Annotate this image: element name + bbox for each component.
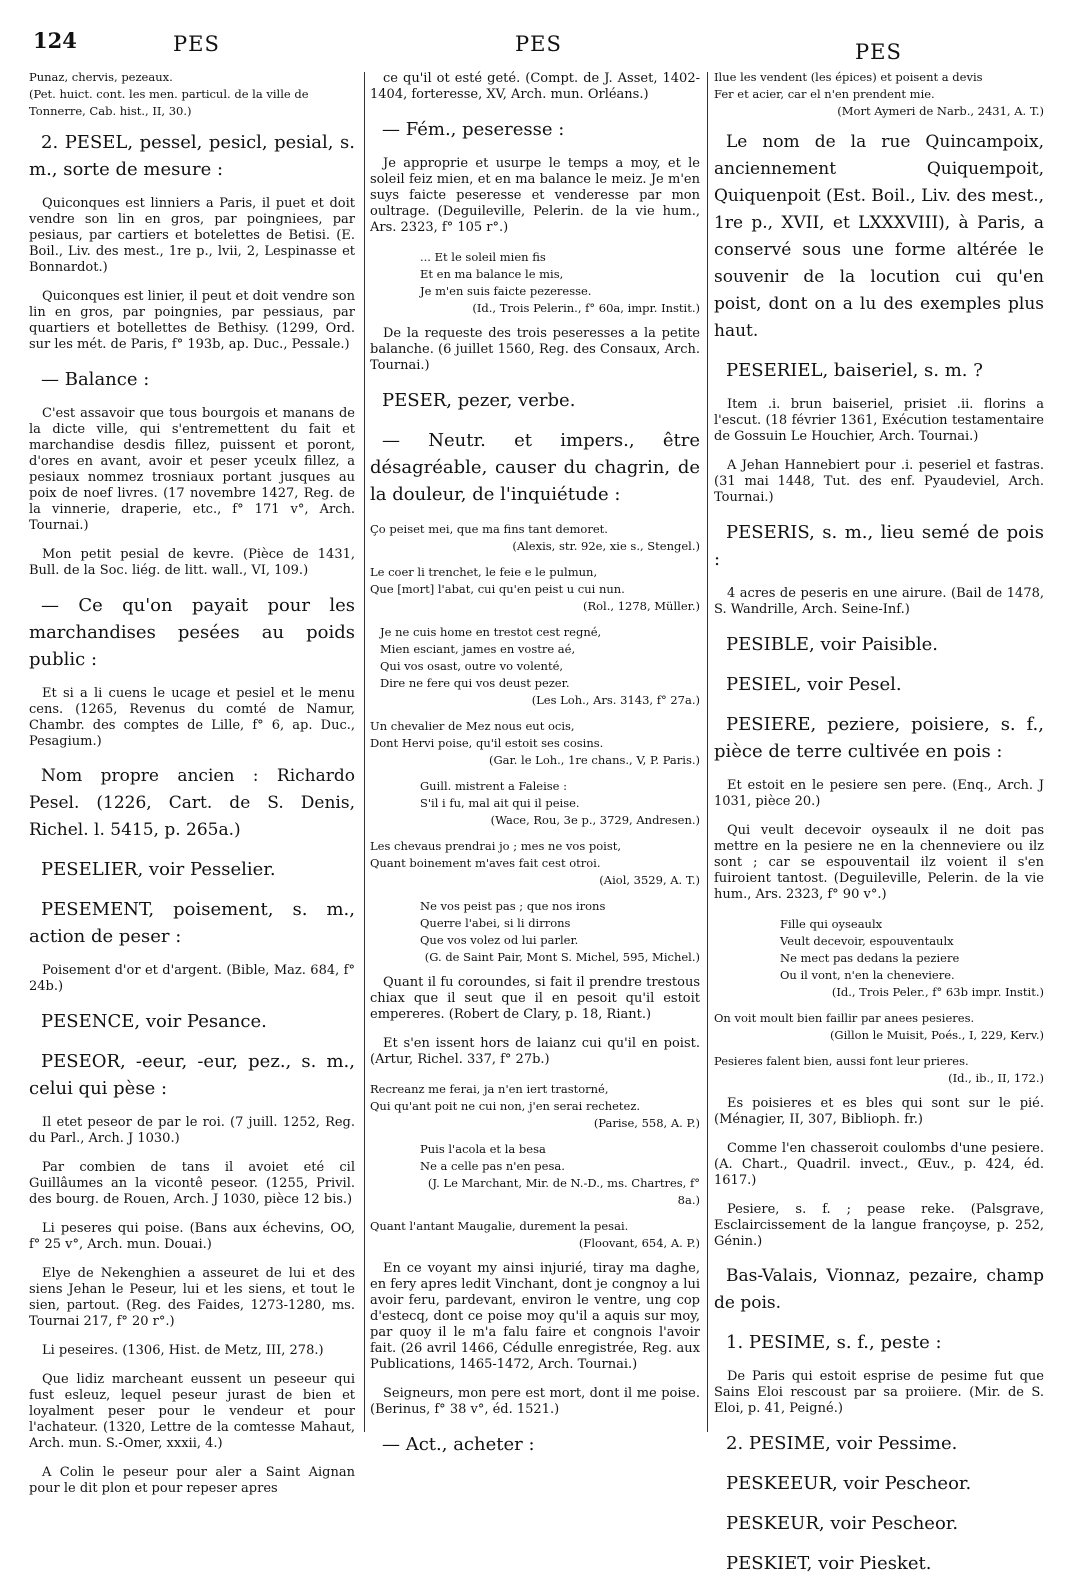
- verse-line: Mien esciant, james en vostre aé,: [380, 642, 576, 656]
- citation-paragraph: Es poisieres et es bles qui sont sur le pié. (Ménagier, II, 307, Biblioph. fr.): [714, 1096, 1044, 1127]
- verse-line: On voit moult bien faillir par anees pesieres.: [714, 1011, 975, 1025]
- verse-citation: [370, 718, 700, 769]
- running-head-center: PES: [515, 32, 562, 56]
- citation-paragraph: De Paris qui estoit esprise de pesime fut que Sains Eloi rescoust par sa proiiere. (Mir. de S. Eloi, p. 41, Peigné.): [714, 1369, 1044, 1416]
- running-head-right: PES: [855, 40, 902, 64]
- verse-line: Je ne cuis home en trestot cest regné,: [380, 625, 602, 639]
- verse-citation: [714, 1053, 1044, 1087]
- citation-source: (Rol., 1278, Müller.): [582, 599, 700, 613]
- citation-source: (Floovant, 654, A. P.): [578, 1236, 700, 1250]
- citation-source: (Aiol, 3529, A. T.): [599, 873, 700, 887]
- citation-paragraph: Seigneurs, mon pere est mort, dont il me poise. (Berinus, f° 38 v°, éd. 1521.): [370, 1386, 700, 1417]
- verse-line: Puis l'acola et la besa: [420, 1142, 546, 1156]
- citation-paragraph: Que lidiz marcheant eussent un peseeur qui fust esleuz, lequel peseur jurast de bien et loyalment peser pour le vendeur et pour l'achateur. (1320, Lettre de la comtesse Mahaut, Arch. mun. S.-Omer, xxxii, 4.): [29, 1372, 355, 1451]
- entry-note: Bas-Valais, Vionnaz, pezaire, champ de pois.: [714, 1266, 1044, 1313]
- verse-line: Les chevaus prendrai jo ; mes ne vos poist,: [370, 839, 622, 853]
- verse-line: Un chevalier de Mez nous eut ocis,: [370, 719, 575, 733]
- page-number: 124: [33, 28, 77, 53]
- verse-line: Recreanz me ferai, ja n'en iert trastorné,: [370, 1082, 609, 1096]
- verse-line: Pesieres falent bien, aussi font leur prieres.: [714, 1054, 969, 1068]
- verse-line: Punaz, chervis, pezeaux.: [29, 70, 173, 84]
- verse-line: Guill. mistrent a Faleise :: [420, 779, 567, 793]
- citation-source: (Id., Trois Pelerin., f° 60a, impr. Instit.): [472, 301, 700, 315]
- entry-heading: PESIERE, peziere, poisiere, s. f., pièce de terre cultivée en pois :: [714, 714, 1044, 762]
- citation-paragraph: Il etet peseor de par le roi. (7 juill. 1252, Reg. du Parl., Arch. J 1030.): [29, 1115, 355, 1146]
- citation-paragraph: A Colin le peseur pour aler a Saint Aignan pour le dit plon et pour repeser apres: [29, 1465, 355, 1496]
- citation-paragraph: Et s'en issent hors de laianz cui qu'il en poist. (Artur, Richel. 337, f° 27b.): [370, 1036, 700, 1067]
- verse-line: Quant l'antant Maugalie, durement la pesai.: [370, 1219, 629, 1233]
- entry-heading: 2. PESIME, voir Pessime.: [726, 1433, 958, 1454]
- entry-heading: PESELIER, voir Pesselier.: [41, 859, 276, 880]
- verse-line: Fer et acier, car el n'en prendent mie.: [714, 87, 935, 101]
- citation-paragraph: Quant il fu coroundes, si fait il prendre trestous chiax que il seut que il en pesoit qu'il estoit empereres. (Robert de Clary, p. 18, Riant.): [370, 975, 700, 1022]
- verse-citation: [370, 249, 700, 317]
- entry-heading: PESKIET, voir Piesket.: [726, 1553, 932, 1574]
- citation-paragraph: Comme l'en chasseroit coulombs d'une pesiere. (A. Chart., Quadril. invect., Œuv., p. 424, éd. 1617.): [714, 1141, 1044, 1188]
- citation-paragraph: Mon petit pesial de kevre. (Pièce de 1431, Bull. de la Soc. liég. de litt. wall., VI, 109.): [29, 547, 355, 578]
- citation-paragraph: ce qu'il ot esté geté. (Compt. de J. Asset, 1402-1404, forteresse, XV, Arch. mun. Orléans.): [370, 71, 700, 102]
- citation-source: (Gillon le Muisit, Poés., I, 229, Kerv.): [829, 1028, 1044, 1042]
- entry-heading: PESERIS, s. m., lieu semé de pois :: [714, 522, 1044, 570]
- citation-source: (Gar. le Loh., 1re chans., V, P. Paris.): [488, 753, 700, 767]
- citation-paragraph: 4 acres de peseris en une airure. (Bail de 1478, S. Wandrille, Arch. Seine-Inf.): [714, 586, 1044, 617]
- verse-line: Veult decevoir, espouventaulx: [780, 934, 954, 948]
- citation-paragraph: En ce voyant my ainsi injurié, tiray ma daghe, en fery apres ledit Vinchant, dont je congnoy a lui avoir feru, pardevant, environ le ventre, ung cop d'estecq, dont ce poise moy qu'il a aquis sur moy, par quoy il le m'a falu faire et congnois l'avoir fait. (26 avril 1466, Cédulle enregistrée, Reg. aux Publications, 1465-1472, Arch. Tournai.): [370, 1261, 700, 1372]
- verse-line: ... Et le soleil mien fis: [420, 250, 546, 264]
- verse-line: Ne mect pas dedans la peziere: [780, 951, 960, 965]
- verse-line: Fille qui oyseaulx: [780, 917, 883, 931]
- citation-paragraph: Pesiere, s. f. ; pease reke. (Palsgrave, Esclaircissement de la langue françoyse, p. 252, Génin.): [714, 1202, 1044, 1249]
- entry-heading: — Neutr. et impers., être désagréable, causer du chagrin, de la douleur, de l'inquiétude :: [370, 430, 700, 505]
- verse-line: Qui vos osast, outre vo volenté,: [380, 659, 564, 673]
- verse-citation: [714, 916, 1044, 1001]
- citation-paragraph: Je approprie et usurpe le temps a moy, et le soleil feiz mien, et en ma balance le meiz. Je m'en suys faicte peseresse et venderesse par mon oultrage. (Deguileville, Pelerin. de la vie hum., Ars. 2323, f° 105 r°.): [370, 156, 700, 235]
- column-rule-right: [707, 72, 708, 1432]
- running-head-left: PES: [173, 32, 220, 56]
- citation-paragraph: Poisement d'or et d'argent. (Bible, Maz. 684, f° 24b.): [29, 963, 355, 994]
- verse-line: Le coer li trenchet, le feie e le pulmun,: [370, 565, 598, 579]
- citation-paragraph: Par combien de tans il avoiet eté cil Guillâumes an la vicontê peseor. (1255, Privil. des bourg. de Rouen, Arch. J 1030, pièce 12 bis.): [29, 1160, 355, 1207]
- entry-heading: — Act., acheter :: [382, 1434, 535, 1455]
- verse-citation: [714, 69, 1044, 120]
- entry-heading: PESEMENT, poisement, s. m., action de peser :: [29, 899, 355, 947]
- column-2: [370, 68, 700, 1455]
- entry-heading: PESERIEL, baiseriel, s. m. ?: [726, 360, 983, 381]
- entry-heading: PESKEEUR, voir Pescheor.: [726, 1473, 972, 1494]
- entry-heading: — Fém., peseresse :: [382, 119, 565, 140]
- column-1: [29, 68, 355, 1496]
- verse-line: Que [mort] l'abat, cui qu'en peist u cui nun.: [370, 582, 625, 596]
- verse-citation: [370, 1081, 700, 1132]
- citation-paragraph: Item .i. brun baiseriel, prisiet .ii. florins a l'escut. (18 février 1361, Exécution testamentaire de Gossuin Le Houchier, Arch. Tournai.): [714, 397, 1044, 444]
- citation-paragraph: De la requeste des trois peseresses a la petite balanche. (6 juillet 1560, Reg. des Consaux, Arch. Tournai.): [370, 326, 700, 373]
- citation-source: (Parise, 558, A. P.): [593, 1116, 700, 1130]
- citation-paragraph: Li peseres qui poise. (Bans aux échevins, OO, f° 25 v°, Arch. mun. Douai.): [29, 1221, 355, 1252]
- entry-heading: PESER, pezer, verbe.: [382, 390, 576, 411]
- verse-line: Ne vos peist pas ; que nos irons: [420, 899, 606, 913]
- column-3: [714, 68, 1044, 1574]
- entry-heading: PESEOR, -eeur, -eur, pez., s. m., celui qui pèse :: [29, 1051, 355, 1099]
- verse-line: Dont Hervi poise, qu'il estoit ses cosins.: [370, 736, 604, 750]
- entry-heading: PESIBLE, voir Paisible.: [726, 634, 938, 655]
- citation-paragraph: Qui veult decevoir oyseaulx il ne doit pas mettre en la pesiere ne en la chenneviere ou ilz sont ; car se espouventail ilz voient il s'en fuiroient tantost. (Deguileville, Pelerin. de la vie hum., Ars. 2323, f° 90 v°.): [714, 823, 1044, 902]
- verse-citation: [370, 778, 700, 829]
- citation-source: (Wace, Rou, 3e p., 3729, Andresen.): [490, 813, 700, 827]
- verse-citation: [370, 1218, 700, 1252]
- citation-source: (J. Le Marchant, Mir. de N.-D., ms. Chartres, f° 8a.): [427, 1176, 700, 1207]
- verse-line: Ilue les vendent (les épices) et poisent a devis: [714, 70, 983, 84]
- entry-heading: PESIEL, voir Pesel.: [726, 674, 902, 695]
- verse-citation: [370, 624, 700, 709]
- entry-heading: 1. PESIME, s. f., peste :: [726, 1332, 942, 1353]
- verse-citation: [29, 69, 355, 120]
- entry-heading: — Balance :: [41, 369, 150, 390]
- citation-source: (Id., Trois Peler., f° 63b impr. Instit.): [831, 985, 1044, 999]
- verse-line: Quant boinement m'aves fait cest otroi.: [370, 856, 601, 870]
- verse-line: Qui qu'ant poit ne cui non, j'en serai rechetez.: [370, 1099, 641, 1113]
- entry-heading: 2. PESEL, pessel, pesicl, pesial, s. m., sorte de mesure :: [29, 132, 355, 180]
- citation-paragraph: Et estoit en le pesiere sen pere. (Enq., Arch. J 1031, pièce 20.): [714, 778, 1044, 809]
- citation-source: (Id., ib., II, 172.): [948, 1071, 1044, 1085]
- verse-citation: [370, 898, 700, 966]
- verse-citation: [370, 838, 700, 889]
- entry-note: Nom propre ancien : Richardo Pesel. (1226, Cart. de S. Denis, Richel. l. 5415, p. 265a.): [29, 766, 355, 840]
- verse-line: Querre l'abei, si li dirrons: [420, 916, 571, 930]
- verse-line: Je m'en suis faicte pezeresse.: [420, 284, 592, 298]
- citation-paragraph: C'est assavoir que tous bourgois et manans de la dicte ville, qui s'entremettent du fait et marchandise desdis fillez, puissent et poront, d'ores en avant, avoir et peser yceulx fillez, a pesiaux nommez trosniaux portant jusques au poix de noef livres. (17 novembre 1427, Reg. de la vinnerie, draperie, etc., f° 171 v°, Arch. Tournai.): [29, 406, 355, 533]
- citation-paragraph: Li peseires. (1306, Hist. de Metz, III, 278.): [42, 1343, 324, 1358]
- verse-citation: [370, 521, 700, 555]
- verse-line: Ço peiset mei, que ma fins tant demoret.: [370, 522, 608, 536]
- citation-paragraph: Et si a li cuens le ucage et pesiel et le menu cens. (1265, Revenus du comté de Namur, Chambr. des comptes de Lille, f° 6, ap. Duc., Pesagium.): [29, 686, 355, 749]
- citation-paragraph: Elye de Nekenghien a asseuret de lui et des siens Jehan le Peseur, lui et les siens, et tout le sien, partout. (Reg. des Faides, 1273-1280, ms. Tournai 217, f° 20 r°.): [29, 1266, 355, 1329]
- verse-line: Dire ne fere qui vos deust pezer.: [380, 676, 570, 690]
- citation-source: (G. de Saint Pair, Mont S. Michel, 595, Michel.): [424, 950, 700, 964]
- verse-line: Ou il vont, n'en la cheneviere.: [780, 968, 955, 982]
- verse-line: Ne a celle pas n'en pesa.: [420, 1159, 565, 1173]
- column-rule-left: [364, 72, 365, 1432]
- citation-paragraph: Quiconques est linier, il peut et doit vendre son lin en gros, par poingnies, par pessiaus, par quartiers et botellettes de Bethisy. (1299, Ord. sur les mét. de Paris, f° 193b, ap. Duc., Pessale.): [29, 289, 355, 352]
- verse-line: Que vos volez od lui parler.: [420, 933, 579, 947]
- citation-source: (Les Loh., Ars. 3143, f° 27a.): [531, 693, 700, 707]
- entry-heading: PESENCE, voir Pesance.: [41, 1011, 267, 1032]
- entry-heading: — Ce qu'on payait pour les marchandises pesées au poids public :: [29, 595, 355, 670]
- entry-note: Le nom de la rue Quincampoix, anciennement Quiquempoit, Quiquenpoit (Est. Boil., Liv. des mest., 1re p., XVII, et LXXXVIII), à Paris, a conservé sous une forme altérée le souvenir de la locution cui qu'en poist, dont on a lu des exemples plus haut.: [714, 132, 1044, 341]
- entry-heading: PESKEUR, voir Pescheor.: [726, 1513, 959, 1534]
- verse-line: S'il i fu, mal ait qui il peise.: [420, 796, 580, 810]
- verse-line: (Pet. huict. cont. les men. particul. de la ville de Tonnerre, Cab. hist., II, 30.): [29, 87, 309, 118]
- verse-line: Et en ma balance le mis,: [420, 267, 564, 281]
- verse-citation: [714, 1010, 1044, 1044]
- verse-citation: [370, 1141, 700, 1209]
- verse-citation: [370, 564, 700, 615]
- citation-source: (Mort Aymeri de Narb., 2431, A. T.): [837, 104, 1044, 118]
- citation-source: (Alexis, str. 92e, xie s., Stengel.): [512, 539, 700, 553]
- citation-paragraph: A Jehan Hannebiert pour .i. peseriel et fastras. (31 mai 1448, Tut. des enf. Pyaudeviel, Arch. Tournai.): [714, 458, 1044, 505]
- citation-paragraph: Quiconques est linniers a Paris, il puet et doit vendre son lin en gros, par poingniees, par pesiaus, par cartiers et botelettes de Betisi. (E. Boil., Liv. des mest., 1re p., lvii, 2, Lespinasse et Bonnardot.): [29, 196, 355, 275]
